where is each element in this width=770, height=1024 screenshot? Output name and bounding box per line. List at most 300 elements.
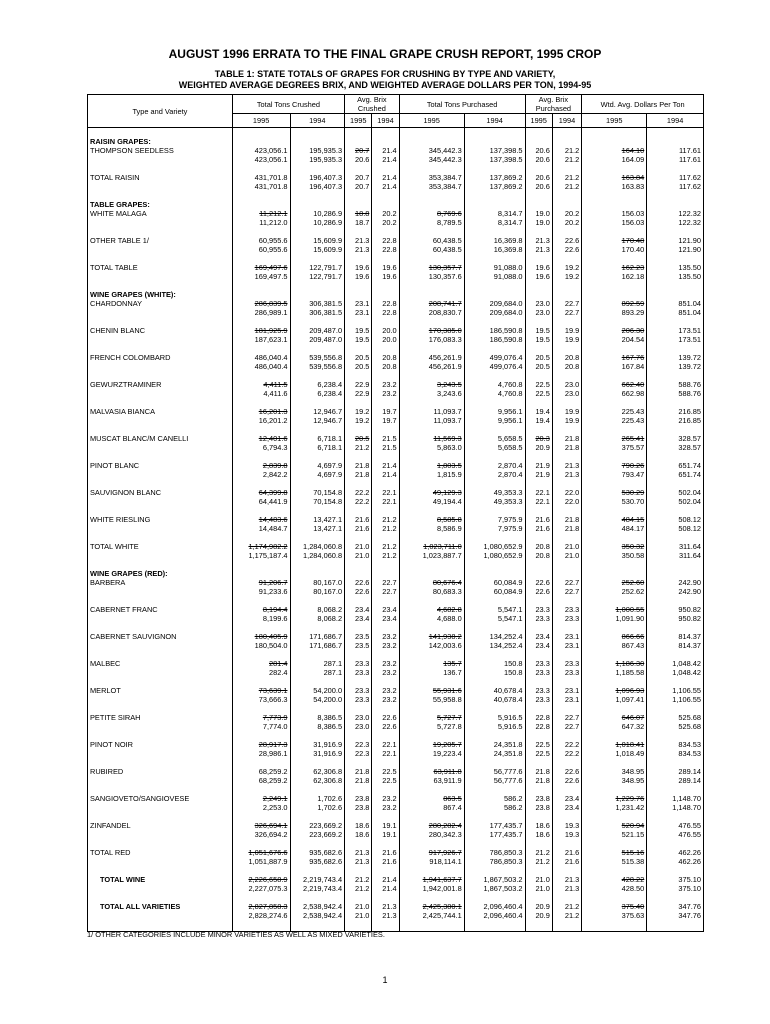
original-value: 7,975.9 bbox=[464, 515, 525, 524]
table-cell bbox=[399, 569, 464, 578]
original-value: 12,401.6 bbox=[232, 434, 290, 443]
table-row bbox=[88, 335, 704, 344]
corrected-value: 164.09 bbox=[582, 155, 647, 164]
original-value: 21.3 bbox=[345, 236, 372, 245]
original-value: 19,205.7 bbox=[399, 740, 464, 749]
corrected-value: 55,958.8 bbox=[399, 695, 464, 704]
original-value: 18.8 bbox=[345, 209, 372, 218]
original-value: 20.0 bbox=[372, 326, 399, 335]
corrected-value: 6,794.3 bbox=[232, 443, 290, 452]
variety-name: CABERNET SAUVIGNON bbox=[88, 632, 233, 641]
year-header: 1994 bbox=[552, 114, 581, 128]
corrected-value: 21.2 bbox=[552, 182, 581, 191]
corrected-value: 8,789.5 bbox=[399, 218, 464, 227]
original-value: 162.23 bbox=[582, 263, 647, 272]
corrected-value: 2,227,075.3 bbox=[232, 884, 290, 893]
corrected-value: 162.18 bbox=[582, 272, 647, 281]
spacer-row bbox=[88, 398, 704, 407]
table-row bbox=[88, 686, 704, 695]
corrected-value: 22.8 bbox=[525, 722, 552, 731]
original-value: 23.3 bbox=[525, 605, 552, 614]
corrected-value: 64,441.9 bbox=[232, 497, 290, 506]
table-row bbox=[88, 578, 704, 587]
variety-name: TOTAL RED bbox=[88, 848, 233, 857]
original-value: 2,226,658.9 bbox=[232, 875, 290, 884]
table-row bbox=[88, 434, 704, 443]
corrected-value: 20.7 bbox=[345, 182, 372, 191]
corrected-value: 4,411.6 bbox=[232, 389, 290, 398]
table-cell bbox=[88, 776, 233, 785]
original-value: 22.5 bbox=[525, 740, 552, 749]
corrected-value: 375.57 bbox=[582, 443, 647, 452]
corrected-value: 20.2 bbox=[372, 218, 399, 227]
original-value: 21.6 bbox=[525, 515, 552, 524]
original-value: 2,219,743.4 bbox=[290, 875, 345, 884]
table-subtitle-2: WEIGHTED AVERAGE DEGREES BRIX, AND WEIGHTED AVERAGE DOLLARS PER TON, 1994-95 bbox=[178, 80, 592, 90]
corrected-value: 289.14 bbox=[647, 776, 704, 785]
corrected-value: 1,815.9 bbox=[399, 470, 464, 479]
corrected-value: 2,828,274.6 bbox=[232, 911, 290, 920]
original-value: 209,487.0 bbox=[290, 326, 345, 335]
original-value: 646.07 bbox=[582, 713, 647, 722]
corrected-value: 935,682.6 bbox=[290, 857, 345, 866]
original-value: 23.3 bbox=[552, 659, 581, 668]
table-row bbox=[88, 146, 704, 155]
spacer-row bbox=[88, 731, 704, 740]
corrected-value: 16,369.8 bbox=[464, 245, 525, 254]
variety-name: MERLOT bbox=[88, 686, 233, 695]
original-value: 22.6 bbox=[552, 767, 581, 776]
table-cell bbox=[525, 569, 552, 578]
corrected-value: 70,154.8 bbox=[290, 497, 345, 506]
corrected-value: 21.8 bbox=[345, 470, 372, 479]
original-value: 306,381.5 bbox=[290, 299, 345, 308]
corrected-value: 375.10 bbox=[647, 884, 704, 893]
corrected-value: 209,684.0 bbox=[464, 308, 525, 317]
table-row bbox=[88, 884, 704, 893]
original-value: 917,926.7 bbox=[399, 848, 464, 857]
year-header: 1994 bbox=[464, 114, 525, 128]
spacer-row bbox=[88, 893, 704, 902]
original-value: 19.9 bbox=[552, 407, 581, 416]
original-value: 21.8 bbox=[525, 767, 552, 776]
original-value: 23.8 bbox=[345, 794, 372, 803]
table-cell bbox=[88, 857, 233, 866]
table-row bbox=[88, 695, 704, 704]
original-value: 281.4 bbox=[232, 659, 290, 668]
variety-name: PINOT NOIR bbox=[88, 740, 233, 749]
original-value: 287.1 bbox=[290, 659, 345, 668]
original-value: 135.7 bbox=[399, 659, 464, 668]
table-cell bbox=[647, 200, 704, 209]
corrected-value: 21.2 bbox=[345, 443, 372, 452]
original-value: 265.41 bbox=[582, 434, 647, 443]
original-value: 24,351.8 bbox=[464, 740, 525, 749]
original-value: 375.40 bbox=[582, 902, 647, 911]
table-row bbox=[88, 551, 704, 560]
corrected-value: 502.04 bbox=[647, 497, 704, 506]
original-value: 21.6 bbox=[345, 515, 372, 524]
corrected-value: 521.15 bbox=[582, 830, 647, 839]
table-row bbox=[88, 209, 704, 218]
original-value: 486,040.4 bbox=[232, 353, 290, 362]
corrected-value: 7,774.0 bbox=[232, 722, 290, 731]
original-value: 23.3 bbox=[525, 686, 552, 695]
table-cell bbox=[232, 137, 290, 146]
original-value: 22.5 bbox=[372, 767, 399, 776]
table-row bbox=[88, 299, 704, 308]
corrected-value: 19.7 bbox=[372, 416, 399, 425]
table-cell bbox=[232, 569, 290, 578]
original-value: 170,385.0 bbox=[399, 326, 464, 335]
original-value: 1,148.70 bbox=[647, 794, 704, 803]
corrected-value: 21.8 bbox=[552, 524, 581, 533]
original-value: 242.90 bbox=[647, 578, 704, 587]
corrected-value: 328.57 bbox=[647, 443, 704, 452]
corrected-value: 23.4 bbox=[345, 614, 372, 623]
corrected-value: 21.2 bbox=[345, 884, 372, 893]
table-cell bbox=[88, 497, 233, 506]
corrected-value: 19.9 bbox=[552, 416, 581, 425]
original-value: 20.5 bbox=[345, 353, 372, 362]
original-value: 539,556.8 bbox=[290, 353, 345, 362]
corrected-value: 1,867,503.2 bbox=[464, 884, 525, 893]
original-value: 866.66 bbox=[582, 632, 647, 641]
table-cell bbox=[290, 200, 345, 209]
footnote: 1/ OTHER CATEGORIES INCLUDE MINOR VARIETIES AS WELL AS MIXED VARIETIES. bbox=[87, 930, 385, 939]
original-value: 8,068.2 bbox=[290, 605, 345, 614]
corrected-value: 122,791.7 bbox=[290, 272, 345, 281]
corrected-value: 150.8 bbox=[464, 668, 525, 677]
corrected-value: 3,243.6 bbox=[399, 389, 464, 398]
variety-name: MALBEC bbox=[88, 659, 233, 668]
original-value: 19.5 bbox=[525, 326, 552, 335]
original-value: 22.8 bbox=[525, 713, 552, 722]
year-header: 1995 bbox=[232, 114, 290, 128]
variety-name: SANGIOVETO/SANGIOVESE bbox=[88, 794, 233, 803]
original-value: 54,200.0 bbox=[290, 686, 345, 695]
table-cell bbox=[552, 137, 581, 146]
original-value: 20.2 bbox=[552, 209, 581, 218]
table-cell bbox=[88, 668, 233, 677]
variety-name: OTHER TABLE 1/ bbox=[88, 236, 233, 245]
table-cell bbox=[88, 803, 233, 812]
original-value: 4,697.9 bbox=[290, 461, 345, 470]
original-value: 8,769.6 bbox=[399, 209, 464, 218]
corrected-value: 21.4 bbox=[372, 182, 399, 191]
corrected-value: 242.90 bbox=[647, 587, 704, 596]
original-value: 1,941,637.7 bbox=[399, 875, 464, 884]
table-row bbox=[88, 875, 704, 884]
original-value: 8,194.4 bbox=[232, 605, 290, 614]
table-cell bbox=[372, 137, 399, 146]
table-cell bbox=[647, 137, 704, 146]
original-value: 22.1 bbox=[372, 488, 399, 497]
original-value: 18.6 bbox=[345, 821, 372, 830]
original-value: 22.5 bbox=[525, 380, 552, 389]
corrected-value: 163.83 bbox=[582, 182, 647, 191]
original-value: 22.7 bbox=[552, 299, 581, 308]
original-value: 20.8 bbox=[552, 353, 581, 362]
original-value: 80,676.4 bbox=[399, 578, 464, 587]
variety-name: WHITE RIESLING bbox=[88, 515, 233, 524]
corrected-value: 23.3 bbox=[552, 668, 581, 677]
corrected-value: 136.7 bbox=[399, 668, 464, 677]
corrected-value: 1,702.6 bbox=[290, 803, 345, 812]
corrected-value: 23.3 bbox=[345, 668, 372, 677]
table-cell bbox=[88, 443, 233, 452]
corrected-value: 22.8 bbox=[372, 245, 399, 254]
corrected-value: 22.9 bbox=[345, 389, 372, 398]
corrected-value: 22.2 bbox=[552, 749, 581, 758]
original-value: 9,956.1 bbox=[464, 407, 525, 416]
corrected-value: 851.04 bbox=[647, 308, 704, 317]
original-value: 23.4 bbox=[345, 605, 372, 614]
corrected-value: 350.58 bbox=[582, 551, 647, 560]
corrected-value: 280,342.3 bbox=[399, 830, 464, 839]
original-value: 21.0 bbox=[345, 902, 372, 911]
corrected-value: 19.6 bbox=[372, 272, 399, 281]
original-value: 23.3 bbox=[345, 659, 372, 668]
corrected-value: 1,097.41 bbox=[582, 695, 647, 704]
original-value: 4,411.5 bbox=[232, 380, 290, 389]
original-value: 4,760.8 bbox=[464, 380, 525, 389]
variety-name: SAUVIGNON BLANC bbox=[88, 488, 233, 497]
corrected-value: 1,051,887.9 bbox=[232, 857, 290, 866]
original-value: 22.6 bbox=[345, 578, 372, 587]
original-value: 16,201.3 bbox=[232, 407, 290, 416]
corrected-value: 651.74 bbox=[647, 470, 704, 479]
variety-name: TOTAL WINE bbox=[88, 875, 233, 884]
table-cell bbox=[582, 569, 647, 578]
corrected-value: 56,777.6 bbox=[464, 776, 525, 785]
original-value: 150.8 bbox=[464, 659, 525, 668]
corrected-value: 18.7 bbox=[345, 218, 372, 227]
corrected-value: 23.3 bbox=[525, 695, 552, 704]
corrected-value: 5,863.0 bbox=[399, 443, 464, 452]
original-value: 21.8 bbox=[345, 767, 372, 776]
corrected-value: 834.53 bbox=[647, 749, 704, 758]
original-value: 2,096,460.4 bbox=[464, 902, 525, 911]
table-row bbox=[88, 155, 704, 164]
corrected-value: 21.3 bbox=[552, 470, 581, 479]
original-value: 5,916.5 bbox=[464, 713, 525, 722]
original-value: 49,353.3 bbox=[464, 488, 525, 497]
original-value: 2,538,942.4 bbox=[290, 902, 345, 911]
corrected-value: 1,080,652.9 bbox=[464, 551, 525, 560]
corrected-value: 54,200.0 bbox=[290, 695, 345, 704]
table-cell bbox=[88, 695, 233, 704]
original-value: 311.64 bbox=[647, 542, 704, 551]
variety-name: FRENCH COLOMBARD bbox=[88, 353, 233, 362]
table-row bbox=[88, 308, 704, 317]
original-value: 326,694.1 bbox=[232, 821, 290, 830]
original-value: 1,018.41 bbox=[582, 740, 647, 749]
original-value: 1,803.5 bbox=[399, 461, 464, 470]
spacer-row bbox=[88, 128, 704, 138]
table-cell bbox=[525, 137, 552, 146]
corrected-value: 23.1 bbox=[552, 695, 581, 704]
year-header: 1995 bbox=[399, 114, 464, 128]
corrected-value: 21.2 bbox=[525, 857, 552, 866]
table-cell bbox=[582, 137, 647, 146]
original-value: 502.04 bbox=[647, 488, 704, 497]
corrected-value: 21.6 bbox=[552, 857, 581, 866]
original-value: 22.2 bbox=[552, 740, 581, 749]
table-cell bbox=[582, 290, 647, 299]
variety-name: PETITE SIRAH bbox=[88, 713, 233, 722]
table-cell bbox=[464, 569, 525, 578]
original-value: 20.7 bbox=[345, 146, 372, 155]
corrected-value: 530.70 bbox=[582, 497, 647, 506]
spacer-row bbox=[88, 560, 704, 569]
spacer-row bbox=[88, 812, 704, 821]
corrected-value: 62,306.8 bbox=[290, 776, 345, 785]
table-cell bbox=[232, 290, 290, 299]
corrected-value: 22.1 bbox=[372, 749, 399, 758]
corrected-value: 21.4 bbox=[372, 884, 399, 893]
corrected-value: 117.62 bbox=[647, 182, 704, 191]
original-value: 1,284,060.8 bbox=[290, 542, 345, 551]
original-value: 23.0 bbox=[345, 713, 372, 722]
spacer-row bbox=[88, 317, 704, 326]
original-value: 22.6 bbox=[552, 236, 581, 245]
table-cell bbox=[88, 614, 233, 623]
corrected-value: 1,284,060.8 bbox=[290, 551, 345, 560]
group-heading: RAISIN GRAPES: bbox=[88, 137, 233, 146]
table-cell bbox=[88, 389, 233, 398]
corrected-value: 73,666.3 bbox=[232, 695, 290, 704]
table-cell bbox=[290, 290, 345, 299]
corrected-value: 525.68 bbox=[647, 722, 704, 731]
spacer-row bbox=[88, 452, 704, 461]
corrected-value: 23.4 bbox=[525, 641, 552, 650]
original-value: 328.57 bbox=[647, 434, 704, 443]
corrected-value: 353,384.7 bbox=[399, 182, 464, 191]
corrected-value: 539,556.8 bbox=[290, 362, 345, 371]
table-subtitle-1: TABLE 1: STATE TOTALS OF GRAPES FOR CRUSHING BY TYPE AND VARIETY, bbox=[214, 69, 556, 79]
original-value: 19.2 bbox=[345, 407, 372, 416]
corrected-value: 23.2 bbox=[372, 803, 399, 812]
corrected-value: 216.85 bbox=[647, 416, 704, 425]
original-value: 19.4 bbox=[525, 407, 552, 416]
corrected-value: 950.82 bbox=[647, 614, 704, 623]
table-cell bbox=[88, 722, 233, 731]
corrected-value: 21.4 bbox=[372, 470, 399, 479]
variety-name: CHENIN BLANC bbox=[88, 326, 233, 335]
table-row bbox=[88, 821, 704, 830]
corrected-value: 63,911.9 bbox=[399, 776, 464, 785]
original-value: 21.8 bbox=[345, 461, 372, 470]
corrected-value: 135.50 bbox=[647, 272, 704, 281]
original-value: 21.2 bbox=[345, 875, 372, 884]
original-value: 21.6 bbox=[372, 848, 399, 857]
corrected-value: 21.6 bbox=[345, 524, 372, 533]
table-row bbox=[88, 443, 704, 452]
corrected-value: 21.8 bbox=[345, 776, 372, 785]
original-value: 5,727.7 bbox=[399, 713, 464, 722]
original-value: 20.8 bbox=[372, 353, 399, 362]
original-value: 11,212.1 bbox=[232, 209, 290, 218]
corrected-value: 20.8 bbox=[372, 362, 399, 371]
corrected-value: 28,986.1 bbox=[232, 749, 290, 758]
corrected-value: 176,083.3 bbox=[399, 335, 464, 344]
year-header: 1994 bbox=[290, 114, 345, 128]
corrected-value: 1,106.55 bbox=[647, 695, 704, 704]
spacer-row bbox=[88, 866, 704, 875]
corrected-value: 22.5 bbox=[525, 749, 552, 758]
variety-name: MUSCAT BLANC/M CANELLI bbox=[88, 434, 233, 443]
original-value: 156.03 bbox=[582, 209, 647, 218]
original-value: 122,791.7 bbox=[290, 263, 345, 272]
table-body bbox=[88, 128, 704, 932]
original-value: 786,850.3 bbox=[464, 848, 525, 857]
original-value: 21.4 bbox=[372, 146, 399, 155]
original-value: 19.6 bbox=[525, 263, 552, 272]
spacer-row bbox=[88, 533, 704, 542]
corrected-value: 893.29 bbox=[582, 308, 647, 317]
variety-name: WHITE MALAGA bbox=[88, 209, 233, 218]
corrected-value: 21.5 bbox=[372, 443, 399, 452]
corrected-value: 117.61 bbox=[647, 155, 704, 164]
corrected-value: 19.1 bbox=[372, 830, 399, 839]
corrected-value: 22.2 bbox=[345, 497, 372, 506]
variety-name: PINOT BLANC bbox=[88, 461, 233, 470]
corrected-value: 5,547.1 bbox=[464, 614, 525, 623]
corrected-value: 1,231.42 bbox=[582, 803, 647, 812]
corrected-value: 21.4 bbox=[372, 155, 399, 164]
original-value: 91,206.7 bbox=[232, 578, 290, 587]
table-row bbox=[88, 641, 704, 650]
original-value: 60,438.5 bbox=[399, 236, 464, 245]
original-value: 2,249.1 bbox=[232, 794, 290, 803]
table-row bbox=[88, 326, 704, 335]
variety-name: TOTAL WHITE bbox=[88, 542, 233, 551]
corrected-value: 20.8 bbox=[525, 551, 552, 560]
corrected-value: 16,201.2 bbox=[232, 416, 290, 425]
year-header: 1995 bbox=[345, 114, 372, 128]
table-row bbox=[88, 362, 704, 371]
original-value: 289.14 bbox=[647, 767, 704, 776]
original-value: 21.0 bbox=[345, 542, 372, 551]
table-row bbox=[88, 515, 704, 524]
spacer-row bbox=[88, 227, 704, 236]
corrected-value: 18.6 bbox=[345, 830, 372, 839]
original-value: 23.0 bbox=[552, 380, 581, 389]
original-value: 22.6 bbox=[525, 578, 552, 587]
original-value: 23.4 bbox=[552, 794, 581, 803]
corrected-value: 23.0 bbox=[525, 308, 552, 317]
group-heading-row bbox=[88, 137, 704, 146]
corrected-value: 13,427.1 bbox=[290, 524, 345, 533]
corrected-value: 21.3 bbox=[552, 884, 581, 893]
original-value: 19.6 bbox=[372, 263, 399, 272]
original-value: 462.26 bbox=[647, 848, 704, 857]
original-value: 22.1 bbox=[372, 740, 399, 749]
original-value: 252.60 bbox=[582, 578, 647, 587]
table-row bbox=[88, 353, 704, 362]
original-value: 22.7 bbox=[372, 578, 399, 587]
corrected-value: 20.2 bbox=[552, 218, 581, 227]
original-value: 2,839.8 bbox=[232, 461, 290, 470]
table-cell bbox=[88, 416, 233, 425]
original-value: 5,658.5 bbox=[464, 434, 525, 443]
original-value: 23.2 bbox=[372, 380, 399, 389]
corrected-value: 134,252.4 bbox=[464, 641, 525, 650]
original-value: 23.2 bbox=[372, 794, 399, 803]
corrected-value: 170.40 bbox=[582, 245, 647, 254]
table-cell bbox=[345, 569, 372, 578]
